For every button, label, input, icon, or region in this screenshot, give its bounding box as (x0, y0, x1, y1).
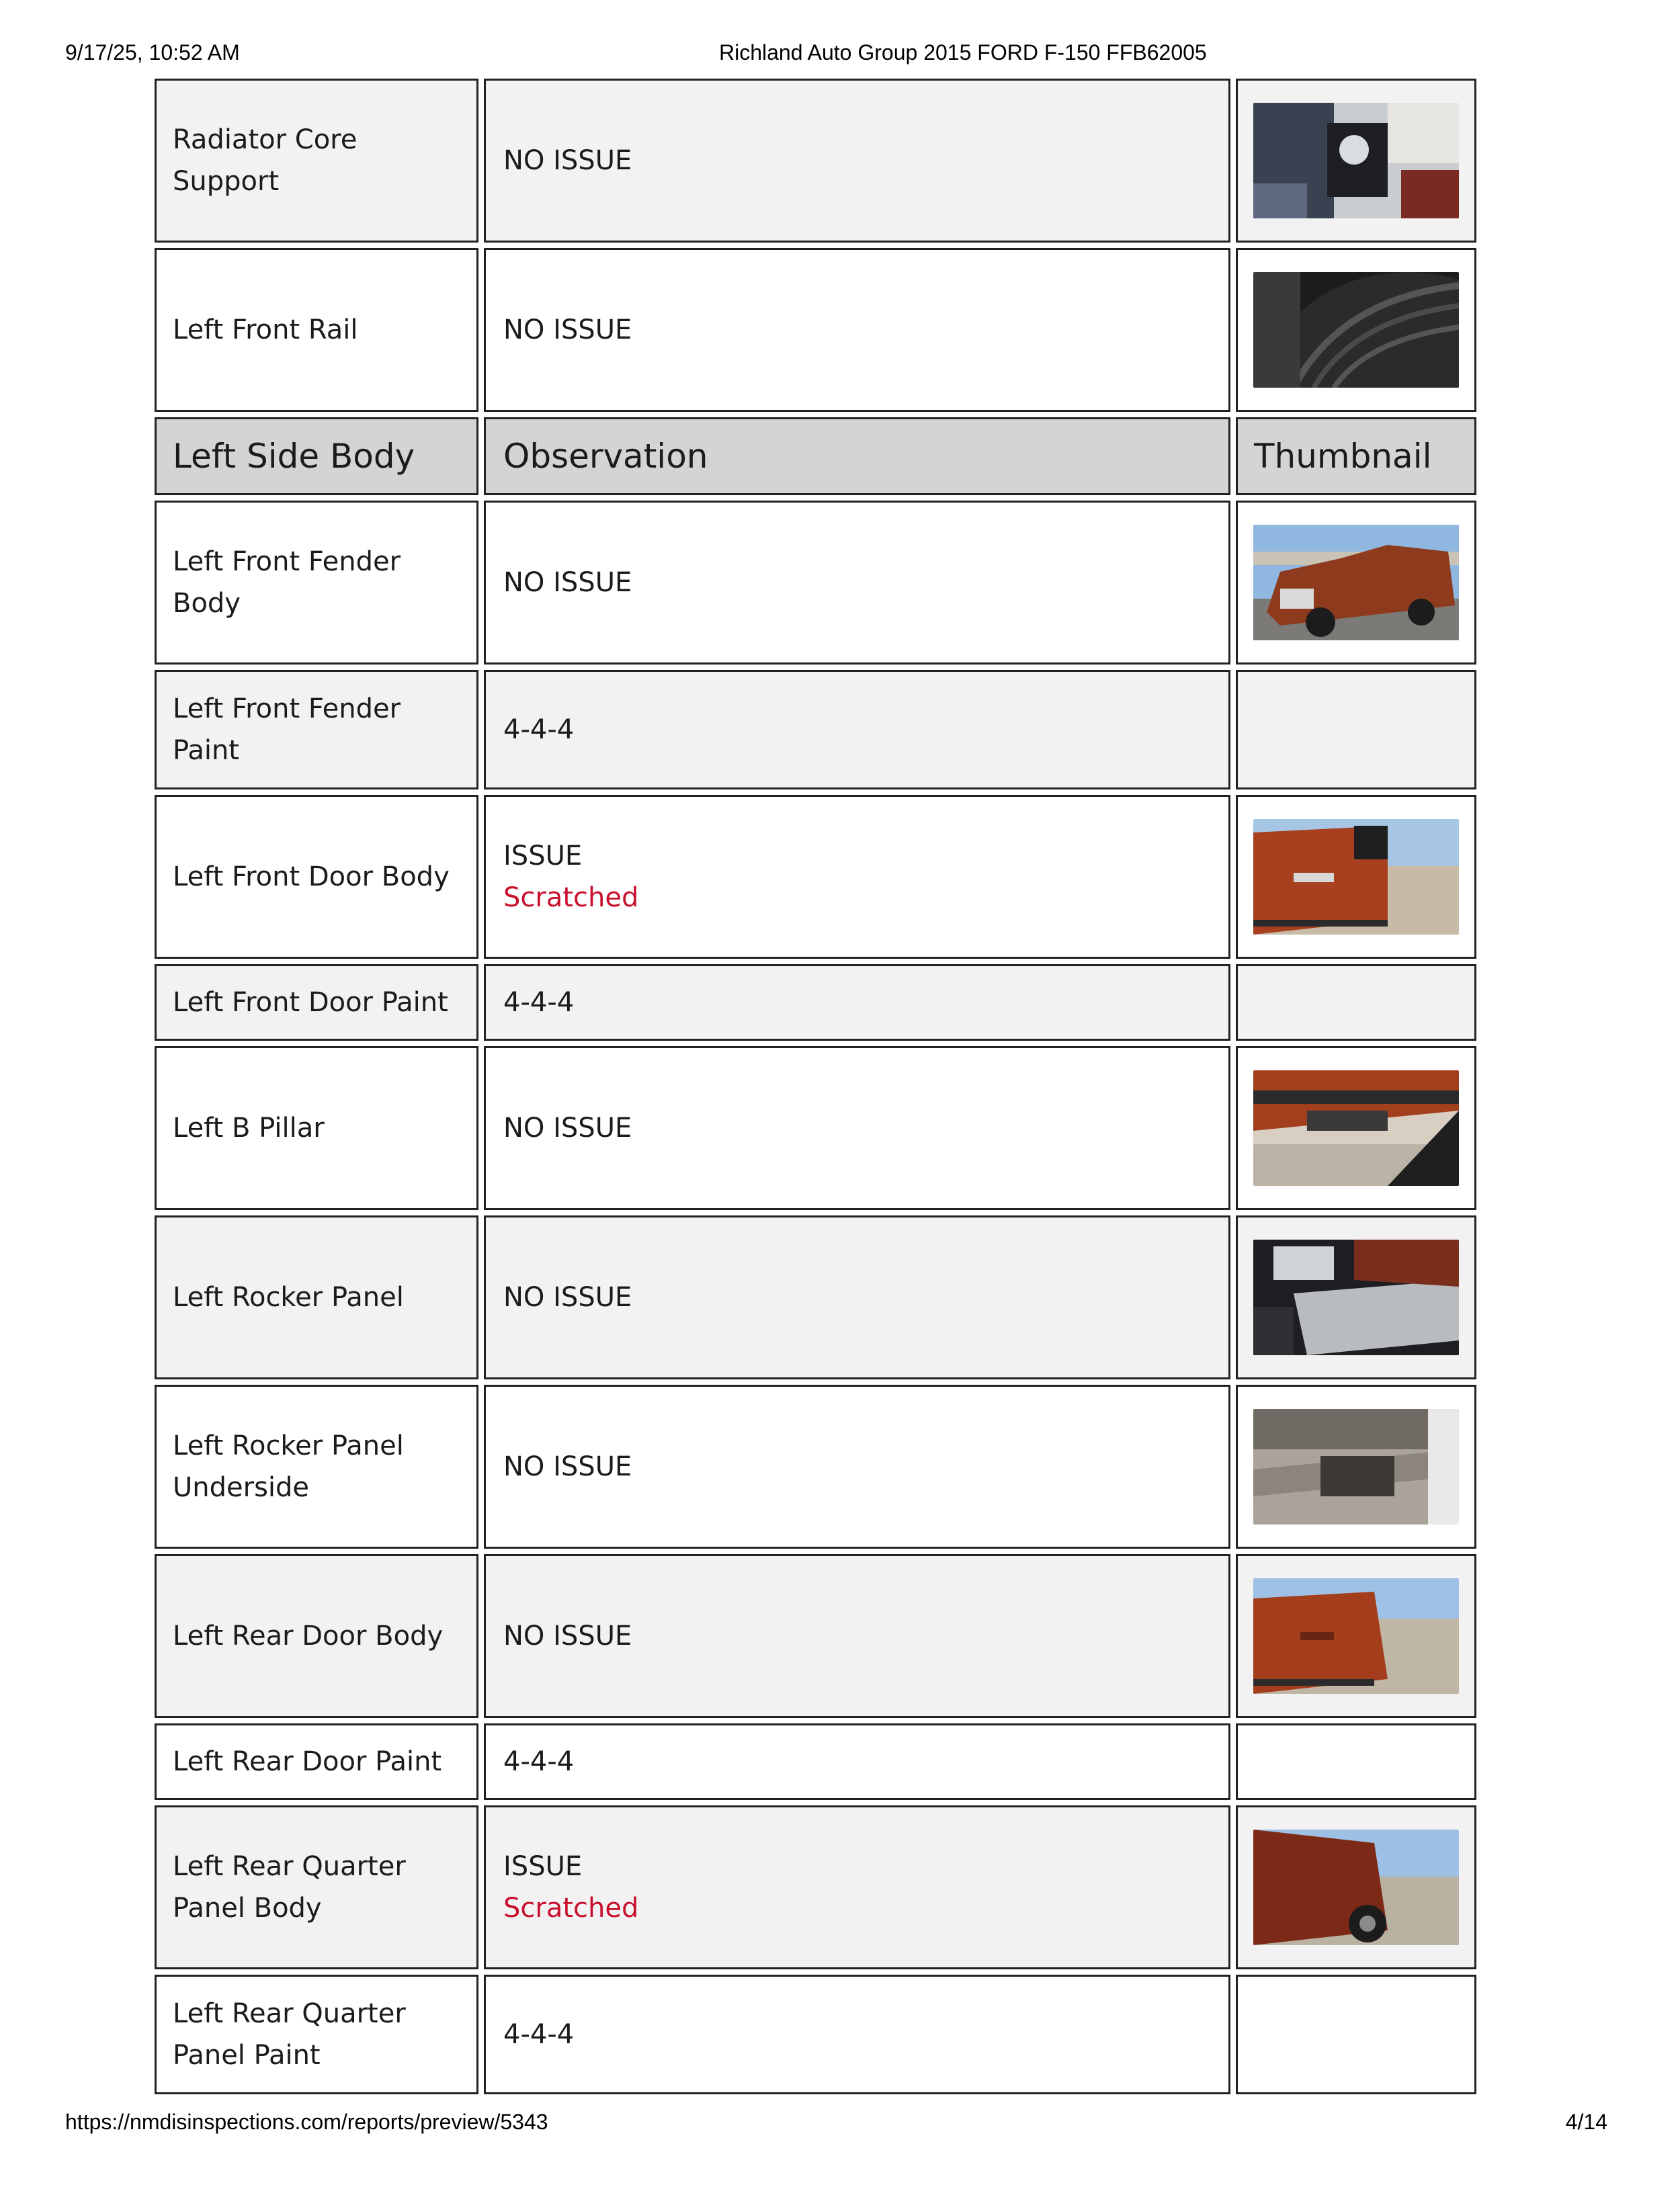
part-name-cell (155, 964, 478, 1041)
part-name: Left Rear Quarter Panel Body (173, 1851, 406, 1924)
observation-cell (484, 670, 1230, 789)
part-name: Left Rocker Panel (173, 1282, 404, 1313)
table-row (155, 248, 1499, 412)
thumbnail-cell (1236, 1385, 1476, 1549)
thumbnail-header-text: Thumbnail (1254, 437, 1432, 476)
thumbnail-cell (1236, 79, 1476, 243)
observation-cell (484, 1554, 1230, 1718)
observation-status: ISSUE (503, 841, 583, 871)
thumbnail-cell (1236, 1723, 1476, 1800)
observation-cell (484, 1723, 1230, 1800)
part-name-cell (155, 248, 478, 412)
part-name-cell (155, 1046, 478, 1210)
thumbnail-header (1236, 417, 1476, 495)
part-name: Left Rear Door Paint (173, 1746, 442, 1777)
part-name-cell (155, 1723, 478, 1800)
part-name: Left B Pillar (173, 1113, 325, 1144)
observation-header-text: Observation (503, 437, 708, 476)
section-header-row (155, 417, 1499, 495)
thumbnail-cell (1236, 248, 1476, 412)
table-row (155, 670, 1499, 789)
observation-status: NO ISSUE (503, 1451, 632, 1482)
observation-status: 4-4-4 (503, 2019, 575, 2050)
observation-status: NO ISSUE (503, 145, 632, 176)
inspection-table (155, 79, 1499, 2100)
table-row (155, 1805, 1499, 1969)
thumbnail-cell (1236, 1805, 1476, 1969)
part-name: Left Rear Door Body (173, 1621, 444, 1652)
part-name-cell (155, 501, 478, 665)
thumbnail-cell (1236, 1215, 1476, 1379)
observation-cell (484, 1385, 1230, 1549)
observation-cell (484, 1805, 1230, 1969)
issue-detail: Scratched (503, 1893, 639, 1924)
pillar-photo[interactable] (1253, 1070, 1459, 1186)
door-photo[interactable] (1253, 819, 1459, 935)
part-name-cell (155, 1975, 478, 2094)
table-row (155, 1215, 1499, 1379)
engine-bay-photo[interactable] (1253, 103, 1459, 218)
part-name: Left Front Fender Paint (173, 693, 401, 766)
section-title-text: Left Side Body (173, 437, 415, 476)
thumbnail-cell (1236, 670, 1476, 789)
part-name-cell (155, 79, 478, 243)
thumbnail-cell (1236, 795, 1476, 959)
print-url[interactable]: https://nmdisinspections.com/reports/preview/5343 (65, 2110, 548, 2134)
observation-status: 4-4-4 (503, 1746, 575, 1777)
observation-cell (484, 1975, 1230, 2094)
table-row (155, 1385, 1499, 1549)
print-datetime: 9/17/25, 10:52 AM (65, 40, 240, 65)
observation-cell (484, 964, 1230, 1041)
observation-cell (484, 79, 1230, 243)
tire-photo[interactable] (1253, 272, 1459, 388)
issue-detail: Scratched (503, 882, 639, 913)
table-row (155, 1046, 1499, 1210)
observation-status: 4-4-4 (503, 987, 575, 1018)
thumbnail-cell (1236, 964, 1476, 1041)
observation-cell (484, 1215, 1230, 1379)
part-name: Left Front Door Paint (173, 987, 448, 1018)
table-row (155, 1975, 1499, 2094)
table-row (155, 501, 1499, 665)
truck-front-photo[interactable] (1253, 525, 1459, 640)
rear-door-photo[interactable] (1253, 1578, 1459, 1694)
section-title (155, 417, 478, 495)
part-name-cell (155, 670, 478, 789)
observation-status: NO ISSUE (503, 1621, 632, 1652)
part-name: Left Front Rail (173, 314, 358, 345)
part-name: Left Front Fender Body (173, 546, 401, 619)
thumbnail-cell (1236, 1975, 1476, 2094)
observation-status: NO ISSUE (503, 314, 632, 345)
print-footer (0, 2110, 1680, 2150)
table-row (155, 964, 1499, 1041)
table-row (155, 79, 1499, 243)
thumbnail-cell (1236, 501, 1476, 665)
observation-status: NO ISSUE (503, 1282, 632, 1313)
table-row (155, 1723, 1499, 1800)
observation-cell (484, 795, 1230, 959)
table-row (155, 795, 1499, 959)
observation-status: NO ISSUE (503, 1113, 632, 1144)
table-row (155, 1554, 1499, 1718)
observation-status: NO ISSUE (503, 567, 632, 598)
page-number: 4/14 (1565, 2110, 1607, 2134)
observation-cell (484, 501, 1230, 665)
observation-cell (484, 248, 1230, 412)
part-name-cell (155, 1385, 478, 1549)
print-title: Richland Auto Group 2015 FORD F-150 FFB62005 (719, 40, 1207, 65)
part-name-cell (155, 1215, 478, 1379)
part-name: Left Rocker Panel Underside (173, 1430, 404, 1503)
underside-photo[interactable] (1253, 1409, 1459, 1525)
observation-status: ISSUE (503, 1851, 583, 1882)
observation-status: 4-4-4 (503, 714, 575, 745)
quarter-panel-photo[interactable] (1253, 1830, 1459, 1945)
thumbnail-cell (1236, 1046, 1476, 1210)
observation-cell (484, 1046, 1230, 1210)
part-name-cell (155, 1554, 478, 1718)
observation-header (484, 417, 1230, 495)
part-name: Left Front Door Body (173, 861, 450, 892)
part-name: Radiator Core Support (173, 124, 358, 197)
print-header (0, 40, 1680, 81)
part-name-cell (155, 795, 478, 959)
part-name: Left Rear Quarter Panel Paint (173, 1998, 406, 2071)
part-name-cell (155, 1805, 478, 1969)
thumbnail-cell (1236, 1554, 1476, 1718)
rocker-photo[interactable] (1253, 1240, 1459, 1355)
